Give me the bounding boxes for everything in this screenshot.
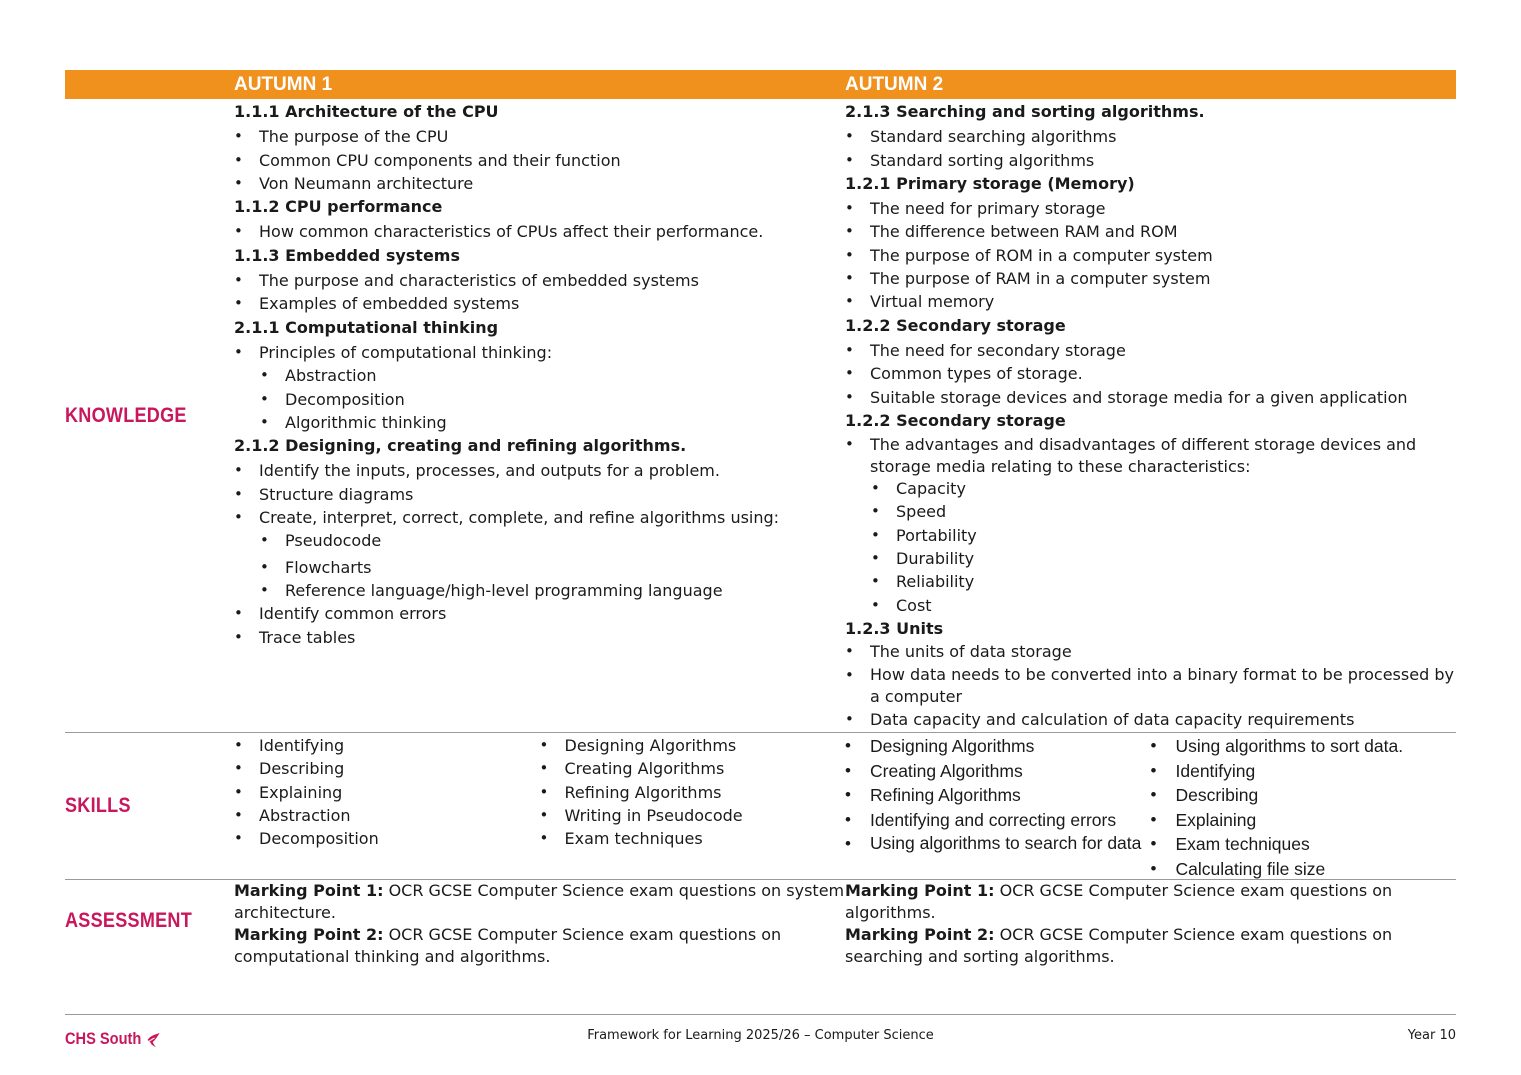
list-item: • Data capacity and calculation of data capacity requirements bbox=[845, 708, 1456, 731]
assessment-row bbox=[65, 879, 1456, 990]
list-item: • Refining Algorithms bbox=[540, 781, 846, 804]
section-heading: 1.1.2 CPU performance bbox=[234, 197, 443, 217]
bullet-list bbox=[1151, 734, 1457, 879]
marking-point-2 bbox=[845, 924, 1456, 968]
list-item: • Describing bbox=[1151, 783, 1457, 808]
list-item: • Explaining bbox=[234, 781, 540, 804]
list-item: • The purpose and characteristics of embedded systems bbox=[234, 269, 845, 292]
bullet-list bbox=[234, 734, 540, 879]
section-heading: 1.2.2 Secondary storage bbox=[845, 315, 1066, 335]
skills-autumn-1 bbox=[234, 733, 845, 879]
marking-point-text: OCR GCSE Computer Science exam questions on searching and sorting algorithms. bbox=[845, 925, 1393, 966]
list-item: • How common characteristics of CPUs affect their performance. bbox=[234, 220, 845, 243]
list-item: • The purpose of ROM in a computer system bbox=[845, 244, 1456, 267]
bullet-list bbox=[540, 734, 846, 879]
list-item: • Explaining bbox=[1151, 808, 1457, 833]
list-subitem: • Cost bbox=[845, 594, 1456, 617]
marking-point-label: Marking Point 1: bbox=[234, 881, 384, 900]
list-item: • Common CPU components and their function bbox=[234, 149, 845, 172]
section-heading: 1.1.1 Architecture of the CPU bbox=[234, 102, 499, 121]
section-heading: 1.1.3 Embedded systems bbox=[234, 245, 460, 265]
list-subitem: • Pseudocode bbox=[234, 529, 845, 552]
list-item: • Calculating file size bbox=[1151, 857, 1457, 882]
list-item: • Exam techniques bbox=[540, 827, 846, 850]
list-item: • Identifying bbox=[1151, 759, 1457, 784]
header-autumn-2: AUTUMN 2 bbox=[845, 74, 944, 95]
assessment-autumn-2 bbox=[845, 880, 1456, 990]
list-subitem: • Reliability bbox=[845, 570, 1456, 593]
list-item: • Designing Algorithms bbox=[845, 734, 1151, 759]
marking-point-2 bbox=[234, 924, 845, 968]
marking-point-label: Marking Point 2: bbox=[234, 925, 384, 944]
footer-year: Year 10 bbox=[1407, 1028, 1456, 1043]
list-subitem: • Durability bbox=[845, 547, 1456, 570]
list-subitem: • Portability bbox=[845, 524, 1456, 547]
page-footer bbox=[65, 1014, 1456, 1065]
section-heading: 1.2.2 Secondary storage bbox=[845, 410, 1066, 430]
list-item: • Trace tables bbox=[234, 626, 845, 649]
marking-point-1 bbox=[234, 880, 845, 924]
list-item: • Writing in Pseudocode bbox=[540, 804, 846, 827]
list-item: • Using algorithms to sort data. bbox=[1151, 734, 1457, 759]
row-label-skills: SKILLS bbox=[65, 794, 131, 817]
list-item: • Creating Algorithms bbox=[540, 757, 846, 780]
bullet-list bbox=[234, 220, 845, 243]
list-item: • Examples of embedded systems bbox=[234, 292, 845, 315]
list-subitem: • Capacity bbox=[845, 477, 1456, 500]
section-heading: 2.1.1 Computational thinking bbox=[234, 317, 499, 337]
bullet-list bbox=[845, 197, 1456, 313]
knowledge-autumn-1 bbox=[234, 99, 845, 732]
list-item: • Principles of computational thinking: bbox=[234, 341, 845, 364]
list-subitem: • Decomposition bbox=[234, 388, 845, 411]
bullet-list bbox=[845, 434, 1456, 617]
footer-title: Framework for Learning 2025/26 – Computer Science bbox=[587, 1028, 934, 1043]
marking-point-label: Marking Point 2: bbox=[845, 925, 995, 944]
list-item: • The need for secondary storage bbox=[845, 339, 1456, 362]
list-item: • Virtual memory bbox=[845, 290, 1456, 313]
row-label-assessment: ASSESSMENT bbox=[65, 909, 193, 932]
bullet-list bbox=[845, 640, 1456, 731]
knowledge-autumn-2 bbox=[845, 99, 1456, 732]
header-autumn-1: AUTUMN 1 bbox=[234, 74, 333, 95]
marking-point-1 bbox=[845, 880, 1456, 924]
list-item: • Structure diagrams bbox=[234, 483, 845, 506]
list-item: • The need for primary storage bbox=[845, 197, 1456, 220]
list-subitem: • Reference language/high-level programming language bbox=[234, 579, 845, 602]
list-item: • The advantages and disadvantages of different storage devices and storage media relating to these characteristics: bbox=[845, 434, 1456, 477]
logo-text: CHS South bbox=[65, 1029, 142, 1048]
knowledge-row bbox=[65, 99, 1456, 732]
list-item: • The purpose of RAM in a computer system bbox=[845, 267, 1456, 290]
list-item: • Identify the inputs, processes, and outputs for a problem. bbox=[234, 459, 845, 482]
section-heading: 1.2.1 Primary storage (Memory) bbox=[845, 173, 1135, 193]
bullet-list bbox=[845, 339, 1456, 409]
list-item: • Identifying bbox=[234, 734, 540, 757]
list-item: • Abstraction bbox=[234, 804, 540, 827]
list-subitem: • Algorithmic thinking bbox=[234, 411, 845, 434]
marking-point-text: OCR GCSE Computer Science exam questions on algorithms. bbox=[845, 881, 1393, 922]
list-item: • Describing bbox=[234, 757, 540, 780]
list-item: • Identifying and correcting errors bbox=[845, 808, 1151, 833]
curriculum-table bbox=[65, 70, 1456, 990]
list-item: • Creating Algorithms bbox=[845, 759, 1151, 784]
list-item: • Standard searching algorithms bbox=[845, 125, 1456, 148]
skills-autumn-2 bbox=[845, 733, 1456, 879]
list-item: • How data needs to be converted into a binary format to be processed by a computer bbox=[845, 664, 1456, 708]
list-item: • Refining Algorithms bbox=[845, 783, 1151, 808]
list-item: • Common types of storage. bbox=[845, 362, 1456, 385]
section-heading: 2.1.2 Designing, creating and refining algorithms. bbox=[234, 436, 687, 456]
list-item: • Standard sorting algorithms bbox=[845, 149, 1456, 172]
list-item: • Suitable storage devices and storage media for a given application bbox=[845, 386, 1456, 409]
list-item: • Von Neumann architecture bbox=[234, 172, 845, 195]
list-item: • The difference between RAM and ROM bbox=[845, 220, 1456, 243]
assessment-autumn-1 bbox=[234, 880, 845, 990]
bullet-list bbox=[234, 341, 845, 434]
bullet-list bbox=[234, 459, 845, 648]
list-item: • The purpose of the CPU bbox=[234, 125, 845, 148]
list-item: • The units of data storage bbox=[845, 640, 1456, 663]
list-subitem: • Flowcharts bbox=[234, 556, 845, 579]
row-label-knowledge: KNOWLEDGE bbox=[65, 403, 187, 427]
marking-point-label: Marking Point 1: bbox=[845, 881, 995, 900]
bullet-list bbox=[234, 269, 845, 316]
list-item: • Designing Algorithms bbox=[540, 734, 846, 757]
bullet-list bbox=[234, 125, 845, 195]
skills-row bbox=[65, 732, 1456, 879]
list-item: • Decomposition bbox=[234, 827, 540, 850]
list-subitem: • Speed bbox=[845, 500, 1456, 523]
section-heading: 2.1.3 Searching and sorting algorithms. bbox=[845, 102, 1205, 121]
list-item: • Using algorithms to search for data bbox=[845, 832, 1151, 855]
bullet-list bbox=[845, 125, 1456, 172]
table-header bbox=[65, 70, 1456, 99]
list-subitem: • Abstraction bbox=[234, 364, 845, 387]
list-item: • Exam techniques bbox=[1151, 832, 1457, 857]
section-heading: 1.2.3 Units bbox=[845, 618, 944, 638]
marking-point-text: OCR GCSE Computer Science exam questions on system architecture. bbox=[234, 881, 845, 922]
bullet-list bbox=[845, 734, 1151, 879]
list-item: • Create, interpret, correct, complete, and refine algorithms using: bbox=[234, 506, 845, 529]
marking-point-text: OCR GCSE Computer Science exam questions on computational thinking and algorithms. bbox=[234, 925, 782, 966]
list-item: • Identify common errors bbox=[234, 602, 845, 625]
